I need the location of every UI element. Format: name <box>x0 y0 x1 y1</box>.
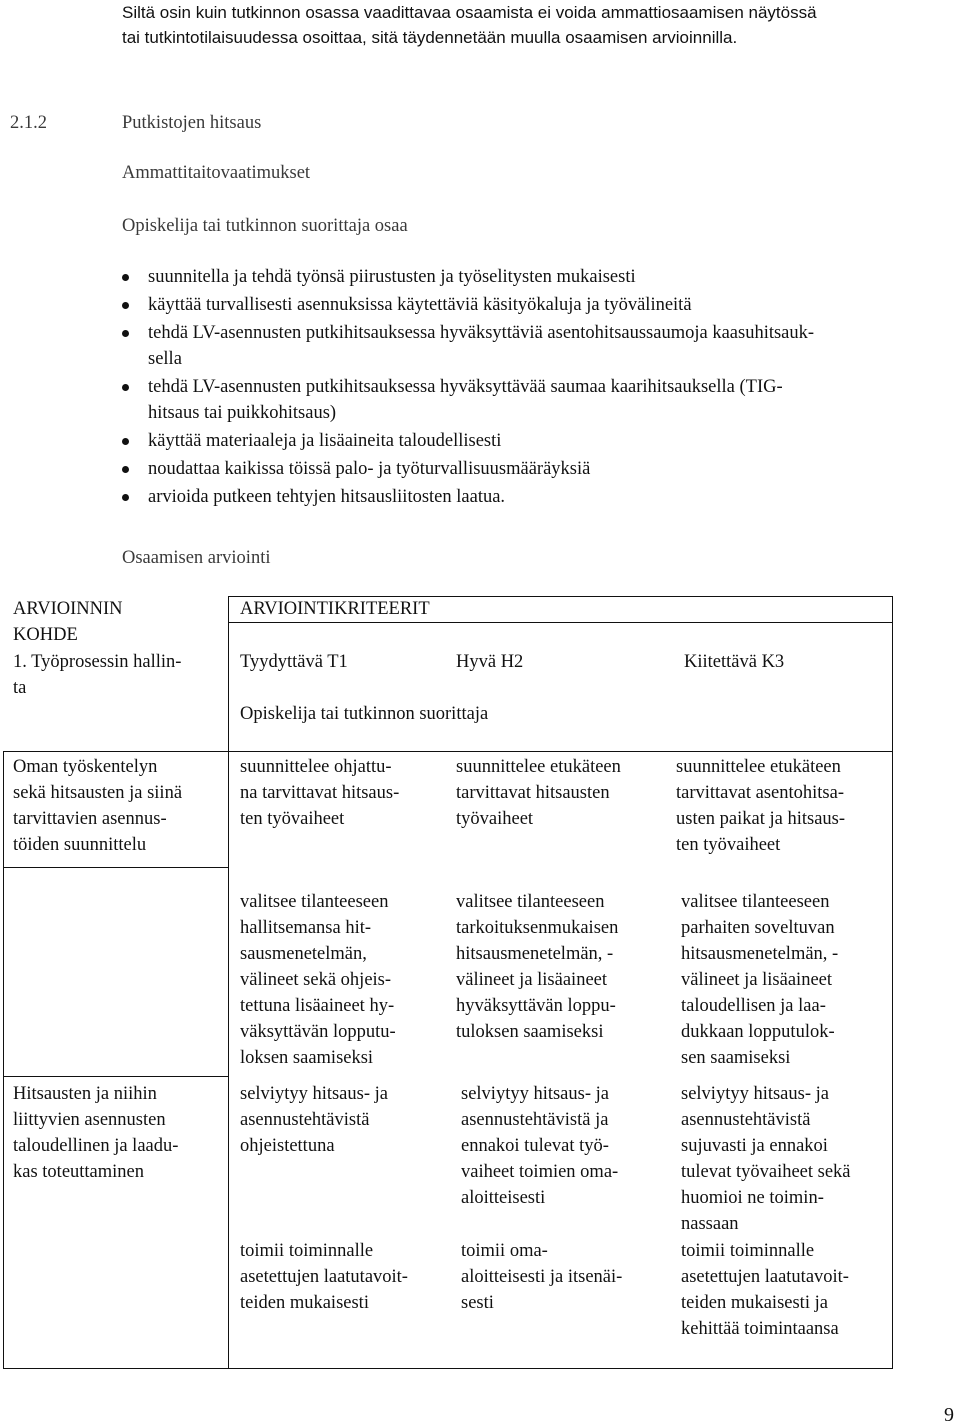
cell-line: töiden suunnittelu <box>13 835 147 855</box>
requirement-text: hitsaus tai puikkohitsaus) <box>148 403 337 423</box>
cell-line: sen saamiseksi <box>681 1048 791 1068</box>
requirement-item <box>122 264 960 290</box>
cell-line: na tarvittavat hitsaus- <box>240 783 400 803</box>
cell-line: sesti <box>461 1293 494 1313</box>
cell-line: hallitsemansa hit- <box>240 918 372 938</box>
cell-line: sekä hitsausten ja siinä <box>13 783 183 803</box>
requirement-item <box>122 320 960 372</box>
row3-h2-a <box>461 1081 618 1211</box>
requirement-text: tehdä LV-asennusten putkihitsauksessa hyväksyttäviä asentohitsaussaumoja kaasuhitsauk- <box>148 323 815 343</box>
row3-k3-b <box>681 1238 849 1342</box>
target-column-header: ARVIOINNIN KOHDE <box>13 599 123 645</box>
assessment-heading: Osaamisen arviointi <box>122 548 271 568</box>
cell-line: sujuvasti ja ennakoi <box>681 1136 828 1156</box>
cell-line: usten paikat ja hitsaus- <box>676 809 846 829</box>
cell-line: tuloksen saamiseksi <box>456 1022 604 1042</box>
cell-line: ennakoi tulevat työ- <box>461 1136 609 1156</box>
cell-line: toimii toiminnalle <box>240 1241 374 1261</box>
requirement-text: käyttää materiaaleja ja lisäaineita taloudellisesti <box>148 431 502 451</box>
requirements-heading: Ammattitaitovaatimukset <box>122 163 311 183</box>
cell-line: tarvittavat asentohitsa- <box>676 783 844 803</box>
cell-line: asennustehtävistä ja <box>461 1110 609 1130</box>
requirement-text: tehdä LV-asennusten putkihitsauksessa hyväksyttävää saumaa kaarihitsauksella (TIG- <box>148 377 783 397</box>
row1-k3 <box>676 754 845 858</box>
intro-line-1: Siltä osin kuin tutkinnon osassa vaadittavaa osaamista ei voida ammattiosaamisen näytössä <box>122 3 817 22</box>
row1-t1 <box>240 754 399 832</box>
cell-line: tarvittavien asennus- <box>13 809 167 829</box>
cell-line: ohjeistettuna <box>240 1136 335 1156</box>
row2-k3 <box>681 889 838 1071</box>
cell-line: selviytyy hitsaus- ja <box>240 1084 388 1104</box>
cell-line: tettuna lisäaineet hy- <box>240 996 395 1016</box>
cell-line: aloitteisesti <box>461 1188 546 1208</box>
cell-line: ten työvaiheet <box>676 835 781 855</box>
requirement-text: sella <box>148 349 182 369</box>
cell-line: selviytyy hitsaus- ja <box>681 1084 829 1104</box>
cell-line: valitsee tilanteeseen <box>456 892 605 912</box>
cell-line: aloitteisesti ja itsenäi- <box>461 1267 623 1287</box>
section-title: Putkistojen hitsaus <box>122 113 262 133</box>
cell-line: dukkaan lopputulok- <box>681 1022 835 1042</box>
criteria-header: ARVIOINTIKRITEERIT <box>240 599 430 619</box>
level-k3: Kiitettävä K3 <box>684 652 785 672</box>
cell-line: taloudellinen ja laadu- <box>13 1136 179 1156</box>
intro-line-2: tai tutkintotilaisuudessa osoittaa, sitä täydennetään muulla osaamisen arvioinnilla. <box>122 28 738 47</box>
level-h2: Hyvä H2 <box>456 652 524 672</box>
cell-line: hitsausmenetelmän, - <box>456 944 614 964</box>
cell-line: valitsee tilanteeseen <box>240 892 389 912</box>
bullet-icon <box>122 330 129 337</box>
cell-line: hyväksyttävän loppu- <box>456 996 616 1016</box>
cell-line: välineet sekä ohjeis- <box>240 970 392 990</box>
page-number: 9 <box>944 1404 954 1426</box>
bullet-icon <box>122 466 129 473</box>
row1-h2 <box>456 754 621 832</box>
cell-line: asetettujen laatutavoit- <box>240 1267 408 1287</box>
cell-line: hitsausmenetelmän, - <box>681 944 839 964</box>
cell-line: kehittää toimintaansa <box>681 1319 839 1339</box>
bullet-icon <box>122 302 129 309</box>
bullet-icon <box>122 494 129 501</box>
cell-line: Oman työskentelyn <box>13 757 158 777</box>
cell-line: liittyvien asennusten <box>13 1110 166 1130</box>
cell-line: valitsee tilanteeseen <box>681 892 830 912</box>
assessment-table <box>3 596 893 1368</box>
cell-line: välineet ja lisäaineet <box>681 970 833 990</box>
row3-t1-a <box>240 1081 388 1159</box>
cell-line: toimii toiminnalle <box>681 1241 815 1261</box>
cell-line: työvaiheet <box>456 809 534 829</box>
requirement-item <box>122 428 960 454</box>
bullet-icon <box>122 274 129 281</box>
requirements-list <box>122 264 960 512</box>
cell-line: nassaan <box>681 1214 739 1234</box>
criteria-subject: Opiskelija tai tutkinnon suorittaja <box>240 704 489 724</box>
cell-line: asennustehtävistä <box>681 1110 811 1130</box>
cell-line: väksyttävän lopputu- <box>240 1022 396 1042</box>
requirement-text: arvioida putkeen tehtyjen hitsausliitosten laatua. <box>148 487 506 507</box>
cell-line: tulevat työvaiheet sekä <box>681 1162 851 1182</box>
requirement-item <box>122 484 960 510</box>
cell-line: tarkoituksenmukaisen <box>456 918 619 938</box>
cell-line: suunnittelee etukäteen <box>456 757 621 777</box>
cell-line: välineet ja lisäaineet <box>456 970 608 990</box>
cell-line: suunnittelee etukäteen <box>676 757 841 777</box>
requirement-item <box>122 456 960 482</box>
cell-line: taloudellisen ja laa- <box>681 996 826 1016</box>
bullet-icon <box>122 384 129 391</box>
requirement-text: käyttää turvallisesti asennuksissa käytettäviä käsityökaluja ja työvälineitä <box>148 295 692 315</box>
row3-t1-b <box>240 1238 408 1316</box>
row1-target <box>13 754 182 858</box>
row3-h2-b <box>461 1238 622 1316</box>
cell-line: kas toteuttaminen <box>13 1162 145 1182</box>
cell-line: huomioi ne toimin- <box>681 1188 824 1208</box>
cell-line: asennustehtävistä <box>240 1110 370 1130</box>
row3-target <box>13 1081 178 1185</box>
cell-line: ten työvaiheet <box>240 809 345 829</box>
level-t1: Tyydyttävä T1 <box>240 652 348 672</box>
row2-h2 <box>456 889 618 1045</box>
cell-line: sausmenetelmän, <box>240 944 367 964</box>
cell-line: asetettujen laatutavoit- <box>681 1267 849 1287</box>
cell-line: toimii oma- <box>461 1241 548 1261</box>
cell-line: Hitsausten ja niihin <box>13 1084 157 1104</box>
cell-line: loksen saamiseksi <box>240 1048 374 1068</box>
bullet-icon <box>122 438 129 445</box>
cell-line: vaiheet toimien oma- <box>461 1162 619 1182</box>
requirement-item <box>122 292 960 318</box>
cell-line: parhaiten soveltuvan <box>681 918 835 938</box>
target-1-label: 1. Työprosessin hallin- ta <box>13 652 182 698</box>
requirement-item <box>122 374 960 426</box>
cell-line: teiden mukaisesti <box>240 1293 369 1313</box>
row3-k3-a <box>681 1081 851 1237</box>
requirements-lead: Opiskelija tai tutkinnon suorittaja osaa <box>122 216 408 236</box>
cell-line: teiden mukaisesti ja <box>681 1293 828 1313</box>
cell-line: suunnittelee ohjattu- <box>240 757 392 777</box>
intro-paragraph <box>122 0 952 50</box>
cell-line: tarvittavat hitsausten <box>456 783 610 803</box>
requirement-text: noudattaa kaikissa töissä palo- ja työturvallisuusmääräyksiä <box>148 459 591 479</box>
section-number: 2.1.2 <box>10 113 47 133</box>
row2-t1 <box>240 889 396 1071</box>
cell-line: selviytyy hitsaus- ja <box>461 1084 609 1104</box>
requirement-text: suunnitella ja tehdä työnsä piirustusten ja työselitysten mukaisesti <box>148 267 636 287</box>
